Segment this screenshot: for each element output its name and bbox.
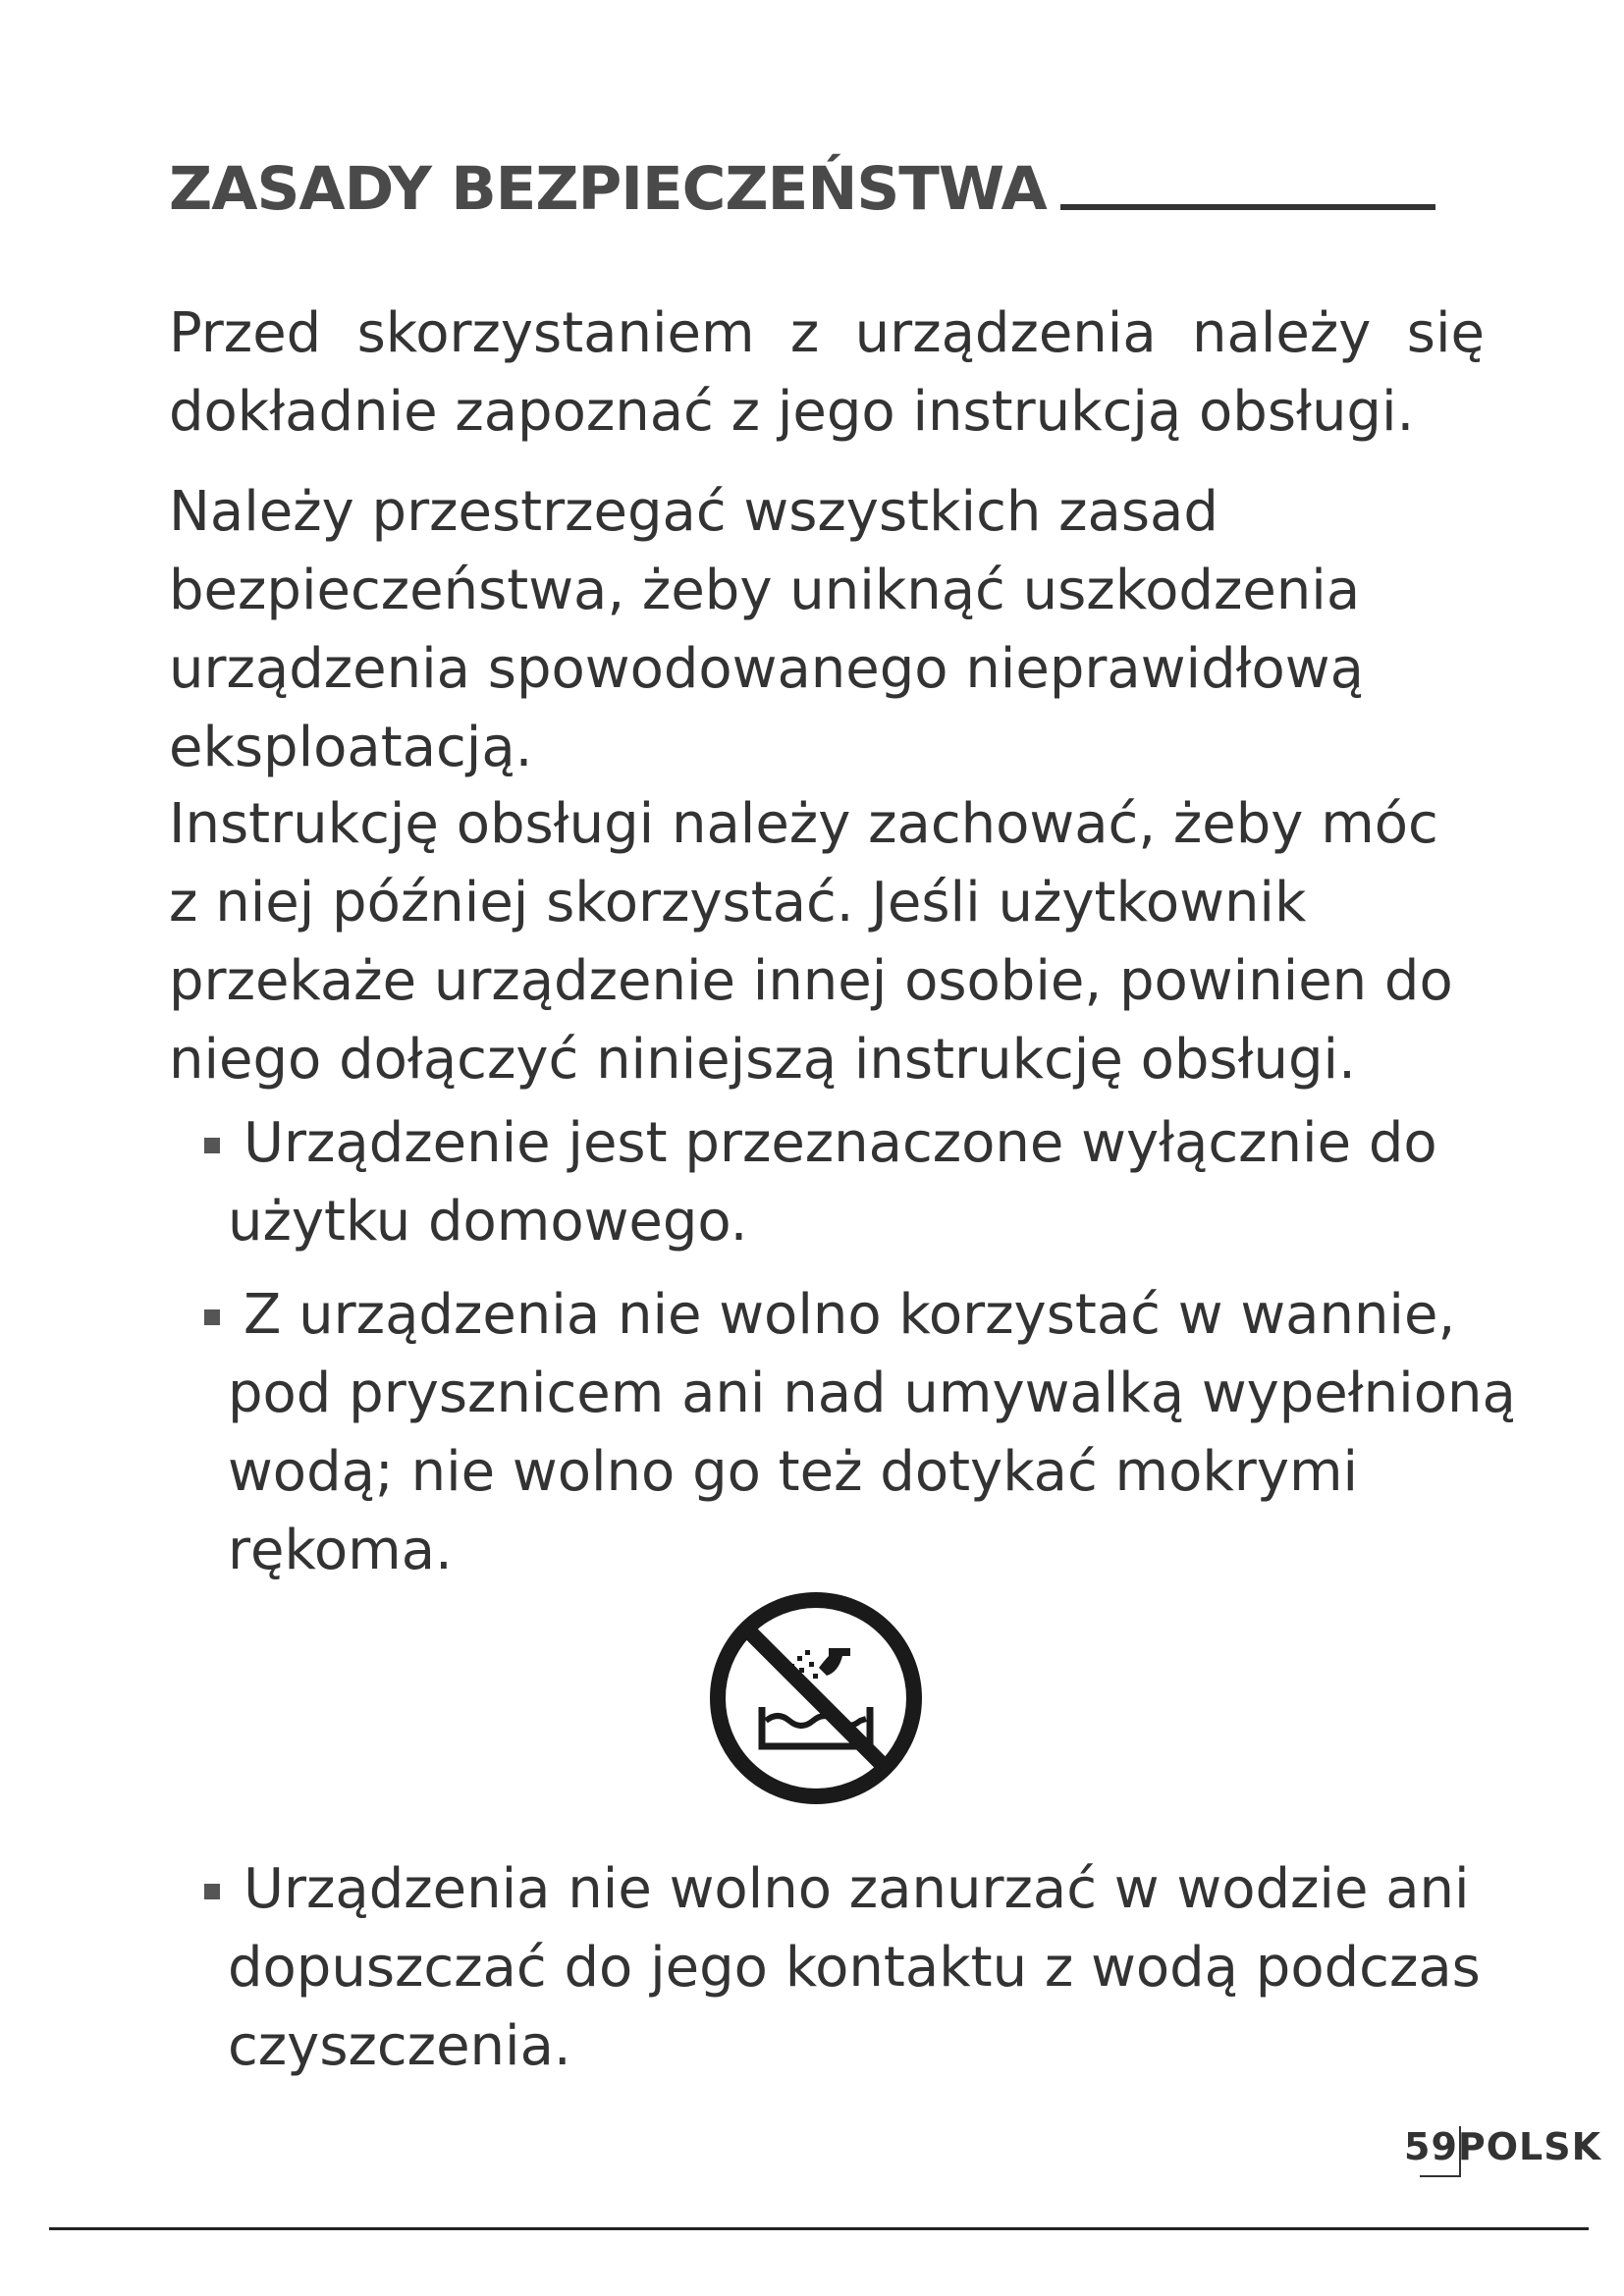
bullet-square-icon	[204, 1138, 220, 1153]
safety-bullet-2	[204, 1276, 1530, 1590]
page-footer-label	[1404, 2125, 1601, 2168]
section-heading	[169, 155, 1435, 224]
intro-paragraph-3: Instrukcję obsługi należy zachować, żeby móc z niej później skorzystać. Jeśli użytkownik przekaże urządzenie innej osobie, powinien do niego dołączyć niniejszą instrukcję obsługi.	[169, 792, 1453, 1092]
intro-paragraph-2: Należy przestrzegać wszystkich zasad bezpieczeństwa, żeby uniknąć uszkodzenia urządzenia spowodowanego nieprawidłową eksploatacją.	[169, 480, 1364, 779]
no-shower-bath-icon	[703, 1585, 929, 1811]
section-title: ZASADY BEZPIECZEŃSTWA	[169, 154, 1047, 224]
intro-paragraph-1: Przed skorzystaniem z urządzenia należy się dokładnie zapoznać z jego instrukcją obsługi.	[169, 301, 1485, 444]
bullet-square-icon	[204, 1884, 220, 1899]
bullet-text: Z urządzenia nie wolno korzystać w wannie, pod prysznicem ani nad umywalką wypełnioną wodą; nie wolno go też dotykać mokrymi rękoma.	[228, 1283, 1516, 1582]
bullet-square-icon	[204, 1309, 220, 1325]
bullet-text: Urządzenie jest przeznaczone wyłącznie do użytku domowego.	[228, 1111, 1437, 1254]
safety-bullet-1	[204, 1104, 1530, 1261]
page-number: 59	[1404, 2125, 1458, 2168]
heading-underline	[1060, 204, 1435, 210]
language-label: POLSK	[1457, 2125, 1602, 2168]
bullet-text: Urządzenia nie wolno zanurzać w wodzie ani dopuszczać do jego kontaktu z wodą podczas czyszczenia.	[228, 1857, 1481, 2078]
safety-bullet-3	[204, 1850, 1530, 2086]
footer-rule	[49, 2227, 1589, 2230]
